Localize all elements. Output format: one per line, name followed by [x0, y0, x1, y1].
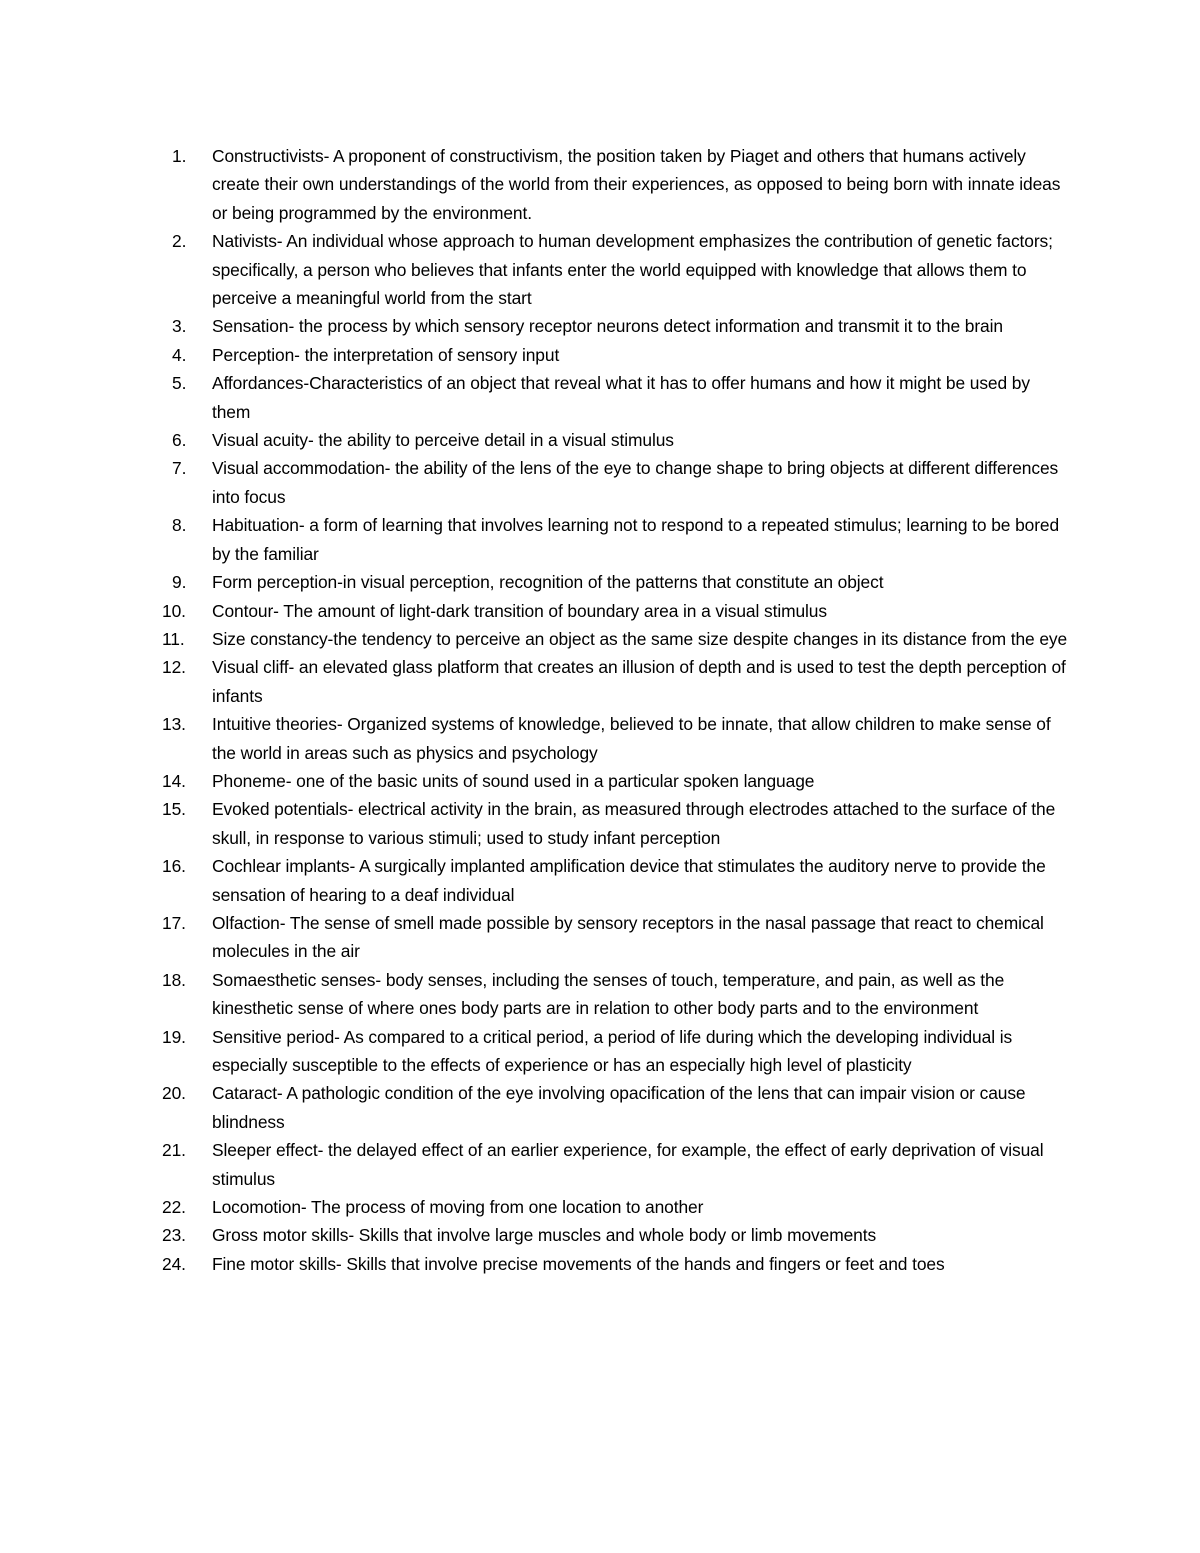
item-number: 15. [162, 799, 186, 820]
list-item [150, 426, 1070, 454]
item-number: 1. [172, 146, 187, 166]
list-item [150, 568, 1070, 596]
item-number: 7. [172, 458, 187, 479]
item-text: Visual cliff- an elevated glass platform that creates an illusion of depth and is used to test the depth perception of infants [212, 657, 1066, 706]
item-text: Constructivists- A proponent of constructivism, the position taken by Piaget and others that humans actively create their own understandings of the world from their experiences, as opposed to being born with innate ideas or being programmed by the environment. [212, 146, 1061, 223]
item-text: Visual acuity- the ability to perceive detail in a visual stimulus [212, 430, 674, 451]
item-text: Sleeper effect- the delayed effect of an earlier experience, for example, the effect of early deprivation of visual stimulus [212, 1140, 1044, 1189]
item-text: Size constancy-the tendency to perceive an object as the same size despite changes in its distance from the eye [212, 628, 1068, 649]
item-text: Sensitive period- As compared to a critical period, a period of life during which the developing individual is especially susceptible to the effects of experience or has an especially high level of plasticity [212, 1026, 1013, 1075]
item-number: 21. [162, 1140, 186, 1161]
list-item [150, 767, 1070, 795]
item-number: 24. [162, 1253, 186, 1274]
item-number: 17. [162, 912, 186, 933]
item-text: Cochlear implants- A surgically implanted amplification device that stimulates the auditory nerve to provide the sensation of hearing to a deaf individual [212, 856, 1046, 905]
list-item [150, 653, 1070, 710]
list-item [150, 312, 1070, 340]
item-text: Evoked potentials- electrical activity in the brain, as measured through electrodes attached to the surface of the skull, in response to various stimuli; used to study infant perception [212, 799, 1056, 848]
list-item [150, 1079, 1070, 1136]
item-number: 23. [162, 1225, 186, 1246]
item-text: Intuitive theories- Organized systems of knowledge, believed to be innate, that allow children to make sense of the world in areas such as physics and psychology [212, 714, 1051, 763]
list-item [150, 597, 1070, 625]
item-number: 22. [162, 1197, 186, 1218]
list-item [150, 625, 1070, 653]
item-text: Form perception-in visual perception, recognition of the patterns that constitute an object [212, 572, 884, 593]
list-item [150, 852, 1070, 909]
list-item [150, 511, 1070, 568]
item-number: 9. [172, 572, 187, 593]
list-item [150, 710, 1070, 767]
item-number: 8. [172, 515, 187, 536]
list-item [150, 1221, 1070, 1249]
item-text: Cataract- A pathologic condition of the eye involving opacification of the lens that can impair vision or cause blindness [212, 1083, 1026, 1132]
item-text: Olfaction- The sense of smell made possible by sensory receptors in the nasal passage that react to chemical molecules in the air [212, 912, 1044, 962]
item-text: Contour- The amount of light-dark transition of boundary area in a visual stimulus [212, 600, 827, 621]
list-item [150, 1136, 1070, 1193]
item-text: Perception- the interpretation of sensory input [212, 344, 560, 365]
list-item [150, 1193, 1070, 1221]
item-text: Sensation- the process by which sensory receptor neurons detect information and transmit it to the brain [212, 316, 1003, 337]
item-number: 11. [162, 628, 185, 649]
list-item [150, 1023, 1070, 1080]
list-item [150, 369, 1070, 426]
item-number: 16. [162, 856, 186, 877]
item-text: Gross motor skills- Skills that involve large muscles and whole body or limb movements [212, 1225, 877, 1246]
item-number: 12. [162, 657, 186, 678]
item-number: 3. [172, 316, 187, 337]
item-number: 18. [162, 969, 186, 990]
item-text: Fine motor skills- Skills that involve precise movements of the hands and fingers or feet and toes [212, 1253, 945, 1274]
item-number: 2. [172, 231, 187, 252]
item-text: Nativists- An individual whose approach to human development emphasizes the contribution of genetic factors; specifically, a person who believes that infants enter the world equipped with knowledge that allows them to perceive a meaningful world from the start [212, 231, 1053, 309]
list-item [150, 341, 1070, 369]
list-item [150, 795, 1070, 852]
item-number: 14. [162, 770, 186, 791]
item-text: Somaesthetic senses- body senses, including the senses of touch, temperature, and pain, as well as the kinesthetic sense of where ones body parts are in relation to other body parts and to the environment [212, 969, 1005, 1019]
item-number: 5. [172, 373, 187, 394]
item-number: 10. [162, 600, 186, 621]
list-item [150, 227, 1070, 312]
term-list [150, 142, 1070, 1278]
item-number: 20. [162, 1083, 186, 1104]
item-text: Locomotion- The process of moving from one location to another [212, 1197, 704, 1218]
item-number: 6. [172, 430, 187, 451]
list-item [150, 1250, 1070, 1278]
item-text: Affordances-Characteristics of an object that reveal what it has to offer humans and how it might be used by them [212, 373, 1030, 422]
item-number: 13. [162, 714, 186, 735]
list-item [150, 142, 1070, 227]
item-text: Habituation- a form of learning that involves learning not to respond to a repeated stimulus; learning to be bored by the familiar [212, 515, 1060, 564]
list-item [150, 966, 1070, 1023]
item-number: 4. [172, 344, 187, 365]
item-number: 19. [162, 1026, 186, 1047]
item-text: Phoneme- one of the basic units of sound used in a particular spoken language [212, 770, 815, 791]
list-item [150, 909, 1070, 966]
list-item [150, 454, 1070, 511]
item-text: Visual accommodation- the ability of the lens of the eye to change shape to bring objects at different differences into focus [212, 458, 1059, 507]
